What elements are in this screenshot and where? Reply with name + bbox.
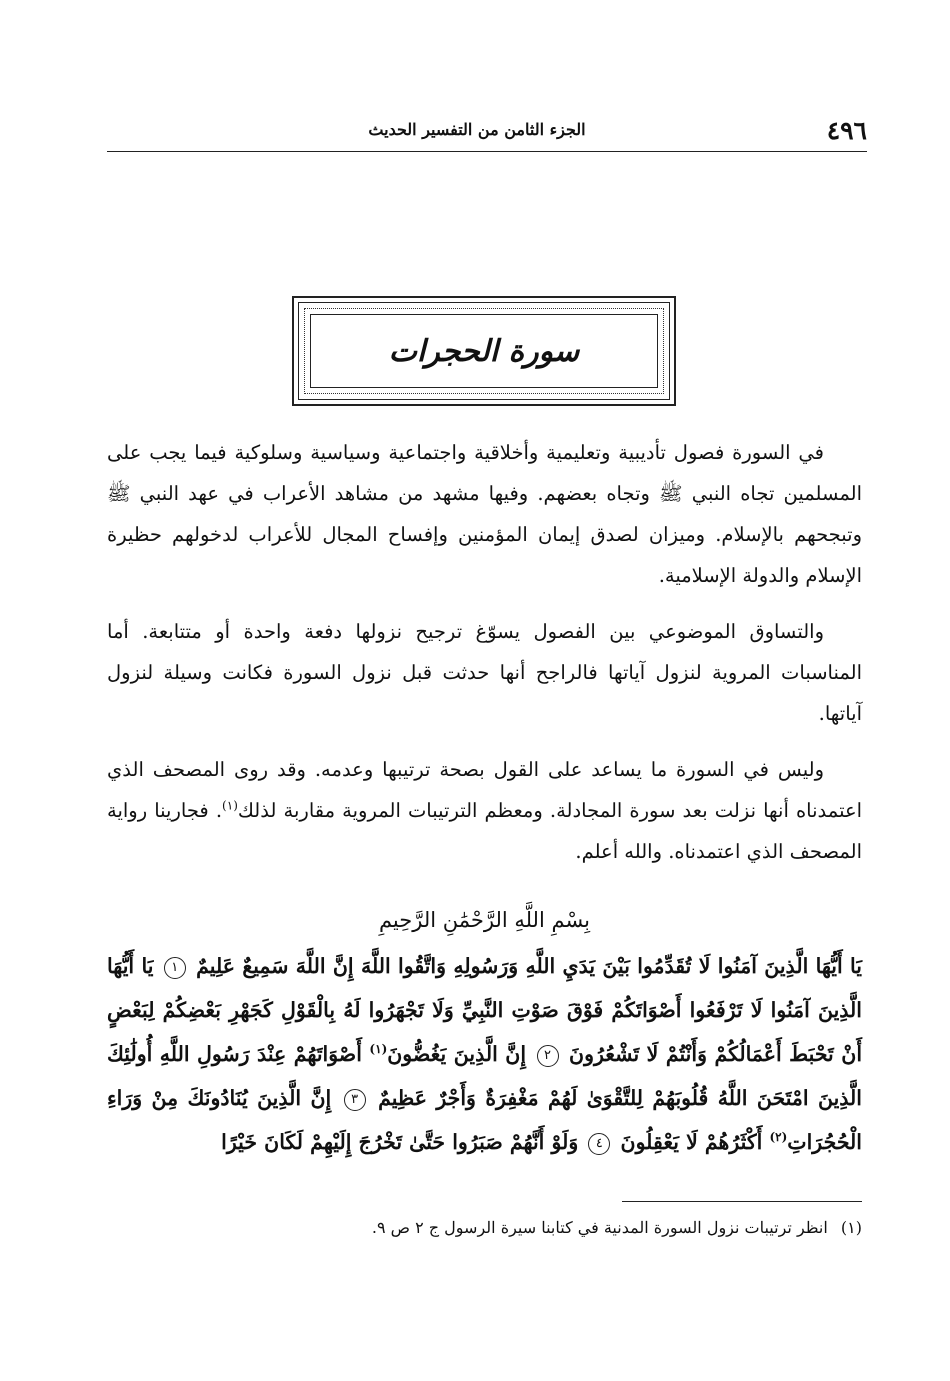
running-title: الجزء الثامن من التفسير الحديث [368, 120, 586, 139]
page-number: ٤٩٦ [826, 116, 867, 145]
ayah-number-marker: ٢ [537, 1045, 559, 1067]
ayah-number-marker: ٤ [588, 1133, 610, 1155]
verse-4-part-1: إِنَّ الَّذِينَ يُنَادُونَكَ مِنْ وَرَاءِ الْحُجُرَاتِ [107, 1086, 862, 1154]
ayah-number-marker: ٣ [344, 1089, 366, 1111]
verse-footnote-reference[interactable]: (٢) [769, 1130, 788, 1145]
verse-2: يَا أَيُّهَا الَّذِينَ آمَنُوا لَا تَرْفَعُوا أَصْوَاتَكُمْ فَوْقَ صَوْتِ النَّبِيِّ وَلَا تَجْهَرُوا لَهُ بِالْقَوْلِ كَجَهْرِ بَعْضِكُمْ لِبَعْضٍ أَنْ تَحْبَطَ أَعْمَالُكُمْ وَأَنْتُمْ لَا تَشْعُرُونَ [107, 954, 863, 1066]
surah-title: سورة الحجرات [388, 333, 580, 369]
footnote-text: انظر ترتيبات نزول السورة المدنية في كتابنا سيرة الرسول ج ٢ ص ٩. [371, 1218, 828, 1237]
header-divider [107, 151, 867, 152]
verse-4-part-2: أَكْثَرُهُمْ لَا يَعْقِلُونَ [620, 1130, 763, 1154]
verse-5: وَلَوْ أَنَّهُمْ صَبَرُوا حَتَّىٰ تَخْرُجَ إِلَيْهِمْ لَكَانَ خَيْرًا [221, 1130, 579, 1154]
footnote-number: (١) [840, 1218, 862, 1237]
verse-3-part-1: إِنَّ الَّذِينَ يَغُضُّونَ [387, 1042, 527, 1066]
paragraph-3 [107, 749, 862, 872]
paragraph-1: في السورة فصول تأديبية وتعليمية وأخلاقية واجتماعية وسياسية وسلوكية فيما يجب على المسلمين تجاه النبي ﷺ وتجاه بعضهم. وفيها مشهد من مشاهد الأعراب في عهد النبي ﷺ وتبجحهم بالإسلام. وميزان لصدق إيمان المؤمنين وإفساح المجال للأعراب لدخولهم حظيرة الإسلام والدولة الإسلامية. [107, 441, 862, 587]
ayah-number-marker: ١ [164, 957, 186, 979]
verse-1: يَا أَيُّهَا الَّذِينَ آمَنُوا لَا تُقَدِّمُوا بَيْنَ يَدَيِ اللَّهِ وَرَسُولِهِ وَاتَّقُوا اللَّهَ إِنَّ اللَّهَ سَمِيعٌ عَلِيمٌ [196, 954, 863, 978]
footnote-divider [622, 1201, 862, 1202]
footnote [107, 1214, 862, 1242]
paragraph-3-text-after: . فجارينا رواية المصحف الذي اعتمدناه. والله أعلم. [107, 799, 862, 863]
paragraph-3-text-before: وليس في السورة ما يساعد على القول بصحة ترتيبها وعدمه. وقد روى المصحف الذي اعتمدناه أنها نزلت بعد سورة المجادلة. ومعظم الترتيبات المروية مقاربة لذلك [107, 758, 863, 822]
paragraph-2: والتساوق الموضوعي بين الفصول يسوّغ ترجيح نزولها دفعة واحدة أو متتابعة. أما المناسبات المروية لنزول آياتها فالراجح أنها حدثت قبل نزول السورة فكانت وسيلة لنزول آياتها. [107, 620, 862, 725]
verse-footnote-reference[interactable]: (١) [369, 1042, 388, 1057]
basmala: بِسْمِ اللَّهِ الرَّحْمَٰنِ الرَّحِيمِ [378, 908, 591, 932]
quran-verses [107, 944, 862, 1164]
introduction-text [107, 432, 862, 887]
surah-title-frame [292, 296, 676, 406]
footnote-reference[interactable]: (١) [222, 798, 238, 813]
page-header [107, 112, 867, 152]
verse-3-part-2: أَصْوَاتَهُمْ عِنْدَ رَسُولِ اللَّهِ أُولَٰئِكَ الَّذِينَ امْتَحَنَ اللَّهُ قُلُوبَهُمْ لِلتَّقْوَىٰ لَهُمْ مَغْفِرَةٌ وَأَجْرٌ عَظِيمٌ [107, 1042, 862, 1110]
surah-title-inner [310, 314, 658, 388]
